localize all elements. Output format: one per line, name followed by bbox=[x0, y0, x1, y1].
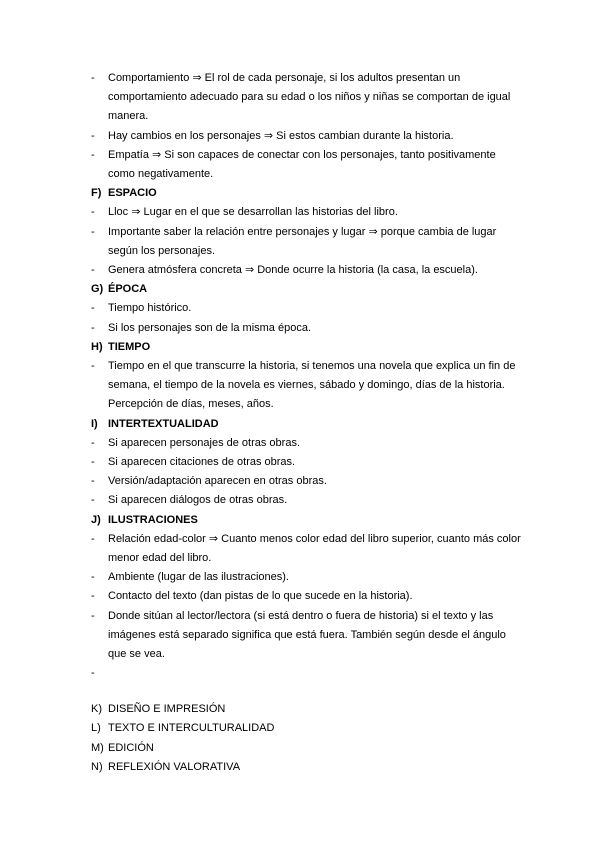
bullet-text: como negativamente. bbox=[108, 168, 214, 180]
bullet-text: Importante saber la relación entre personajes y lugar ⇒ porque cambia de lugar bbox=[108, 225, 497, 238]
bullet-text: comportamiento adecuado para su edad o los niños y niñas se comportan de igual bbox=[108, 91, 511, 104]
bullet-text: Tiempo histórico. bbox=[108, 302, 192, 315]
bullet-dash: - bbox=[91, 302, 95, 315]
bullet-text: Contacto del texto (dan pistas de lo que sucede en la historia). bbox=[108, 590, 413, 603]
bullet-text: Si aparecen personajes de otras obras. bbox=[108, 436, 301, 449]
heading-letter: G) bbox=[91, 283, 104, 296]
bullet-dash: - bbox=[91, 436, 95, 449]
bullet-dash: - bbox=[91, 148, 95, 161]
heading-title: TIEMPO bbox=[108, 340, 151, 353]
bullet-text: que se vea. bbox=[108, 648, 165, 660]
bullet-text: Comportamiento ⇒ El rol de cada personaje, si los adultos presentan un bbox=[108, 72, 461, 84]
bullet-dash: - bbox=[91, 225, 95, 238]
section-title: TEXTO E INTERCULTURALIDAD bbox=[108, 722, 275, 735]
bullet-dash: - bbox=[91, 667, 95, 680]
bullet-text: Si aparecen citaciones de otras obras. bbox=[108, 456, 296, 468]
bullet-text: semana, el tiempo de la novela es viernes, sábado y domingo, días de la historia. bbox=[108, 379, 505, 392]
bullet-dash: - bbox=[91, 609, 95, 622]
bullet-text: Hay cambios en los personajes ⇒ Si estos cambian durante la historia. bbox=[108, 129, 454, 142]
bullet-dash: - bbox=[91, 321, 95, 334]
section-title: REFLEXIÓN VALORATIVA bbox=[108, 760, 241, 773]
section-letter: L) bbox=[91, 722, 101, 735]
bullet-dash: - bbox=[91, 206, 95, 219]
section-letter: M) bbox=[91, 741, 104, 754]
bullet-dash: - bbox=[91, 571, 95, 584]
bullet-dash: - bbox=[91, 129, 95, 142]
bullet-text: Tiempo en el que transcurre la historia, si tenemos una novela que explica un fin de bbox=[108, 360, 516, 372]
bullet-text: Genera atmósfera concreta ⇒ Donde ocurre la historia (la casa, la escuela). bbox=[108, 264, 478, 276]
bullet-dash: - bbox=[91, 532, 95, 545]
bullet-text: Percepción de días, meses, años. bbox=[108, 398, 274, 411]
bullet-text: imágenes está separado significa que está fuera. También según desde el ángulo bbox=[108, 628, 506, 641]
heading-letter: H) bbox=[91, 340, 103, 353]
heading-letter: I) bbox=[91, 417, 98, 430]
bullet-text: según los personajes. bbox=[108, 244, 216, 257]
bullet-text: Donde sitúan al lector/lectora (si está dentro o fuera de historia) si el texto y las bbox=[108, 609, 494, 622]
bullet-text: Si los personajes son de la misma época. bbox=[108, 321, 311, 334]
bullet-text: Relación edad-color ⇒ Cuanto menos color edad del libro superior, cuanto más color bbox=[108, 532, 521, 545]
bullet-text: manera. bbox=[108, 110, 149, 123]
bullet-dash: - bbox=[91, 72, 95, 84]
section-title: DISEÑO E IMPRESIÓN bbox=[108, 703, 226, 715]
bullet-dash: - bbox=[91, 590, 95, 603]
bullet-text: menor edad del libro. bbox=[108, 552, 212, 564]
bullet-dash: - bbox=[91, 264, 95, 276]
heading-title: ILUSTRACIONES bbox=[108, 513, 198, 526]
bullet-text: Lloc ⇒ Lugar en el que se desarrollan las historias del libro. bbox=[108, 206, 398, 219]
heading-letter: J) bbox=[91, 513, 101, 526]
bullet-text: Versión/adaptación aparecen en otras obras. bbox=[108, 475, 327, 488]
bullet-text: Ambiente (lugar de las ilustraciones). bbox=[108, 571, 289, 584]
section-letter: N) bbox=[91, 760, 103, 773]
bullet-dash: - bbox=[91, 475, 95, 488]
section-title: EDICIÓN bbox=[108, 741, 154, 754]
bullet-text: Empatía ⇒ Si son capaces de conectar con los personajes, tanto positivamente bbox=[108, 148, 496, 161]
bullet-dash: - bbox=[91, 494, 95, 507]
section-letter: K) bbox=[91, 703, 102, 715]
bullet-dash: - bbox=[91, 456, 95, 468]
heading-title: ÉPOCA bbox=[108, 283, 148, 296]
heading-letter: F) bbox=[91, 187, 102, 200]
bullet-dash: - bbox=[91, 360, 95, 372]
heading-title: INTERTEXTUALIDAD bbox=[108, 417, 219, 430]
heading-title: ESPACIO bbox=[108, 187, 157, 200]
bullet-text: Si aparecen diálogos de otras obras. bbox=[108, 494, 288, 507]
